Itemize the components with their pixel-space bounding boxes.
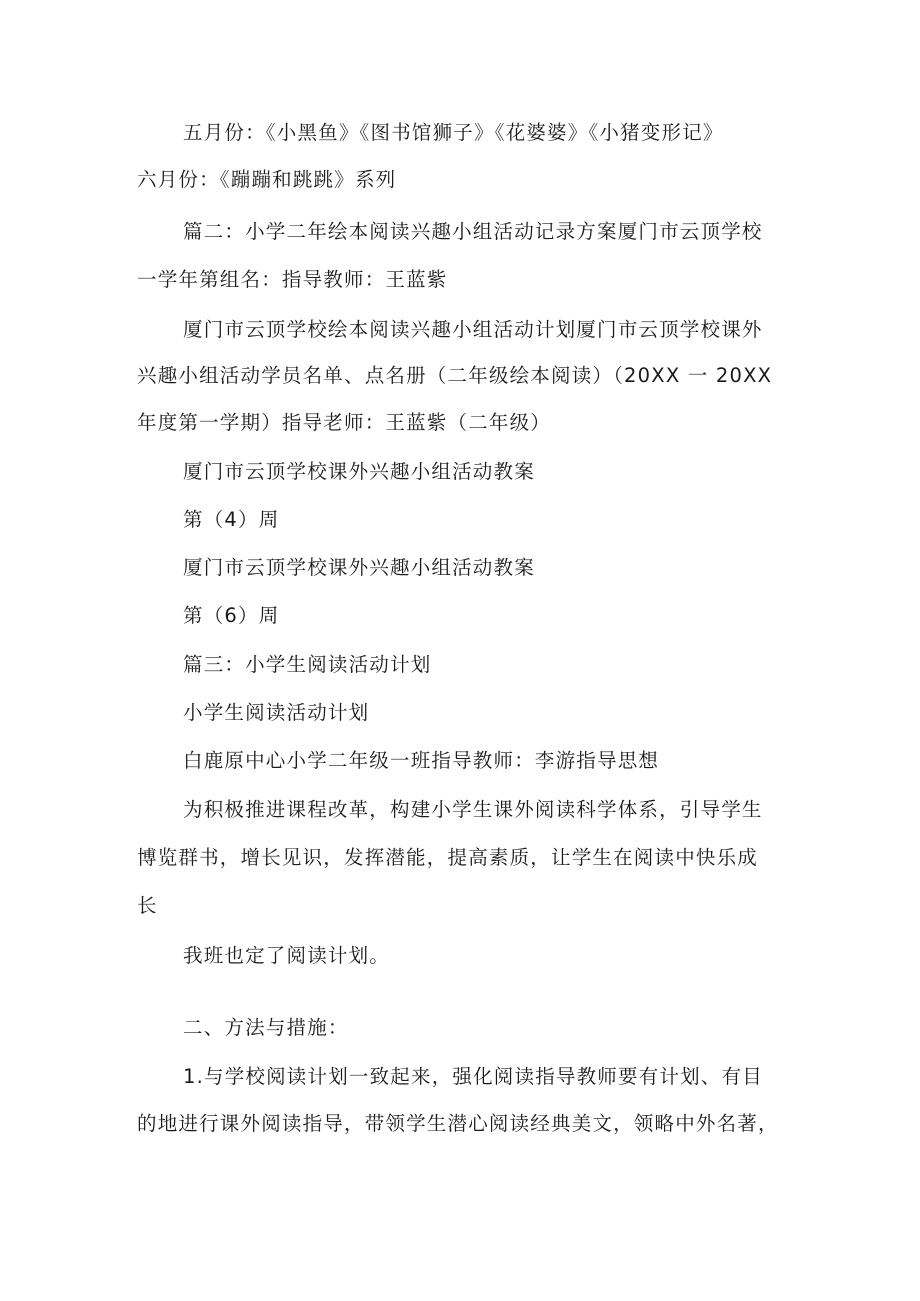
text-line: 篇三：小学生阅读活动计划: [183, 653, 432, 676]
text-line: 厦门市云顶学校课外兴趣小组活动教案: [183, 460, 535, 483]
text-line: 第（6）周: [183, 604, 280, 627]
text-line: 厦门市云顶学校课外兴趣小组活动教案: [183, 556, 535, 579]
text-line: 年度第一学期）指导老师：王蓝紫（二年级）: [137, 411, 552, 434]
text-line: 二、方法与措施：: [183, 1016, 349, 1039]
text-line: 我班也定了阅读计划。: [183, 944, 391, 967]
text-line: 一学年第组名：指导教师：王蓝紫: [137, 268, 448, 291]
text-line: 1.与学校阅读计划一致起来，强化阅读指导教师要有计划、有目: [183, 1065, 763, 1088]
text-line: 六月份：《蹦蹦和跳跳》系列: [137, 168, 397, 191]
text-line: 的地进行课外阅读指导，带领学生潜心阅读经典美文，领略中外名著，: [137, 1112, 779, 1135]
text-line: 五月份：《小黑鱼》《图书馆狮子》《花婆婆》《小猪变形记》: [183, 121, 724, 144]
text-line: 博览群书，增长见识，发挥潜能，提高素质，让学生在阅读中快乐成: [137, 846, 759, 869]
text-line: 第（4）周: [183, 508, 280, 531]
text-line: 长: [137, 894, 158, 917]
text-line: 篇二：小学二年绘本阅读兴趣小组活动记录方案厦门市云顶学校: [183, 220, 763, 243]
text-line: 厦门市云顶学校绘本阅读兴趣小组活动计划厦门市云顶学校课外: [183, 318, 763, 341]
text-line: 兴趣小组活动学员名单、点名册（二年级绘本阅读）（20XX 一 20XX: [137, 364, 773, 387]
text-line: 小学生阅读活动计划: [183, 701, 370, 724]
text-line: 为积极推进课程改革，构建小学生课外阅读科学体系，引导学生: [183, 798, 763, 821]
text-line: 白鹿原中心小学二年级一班指导教师：李游指导思想: [183, 749, 660, 772]
